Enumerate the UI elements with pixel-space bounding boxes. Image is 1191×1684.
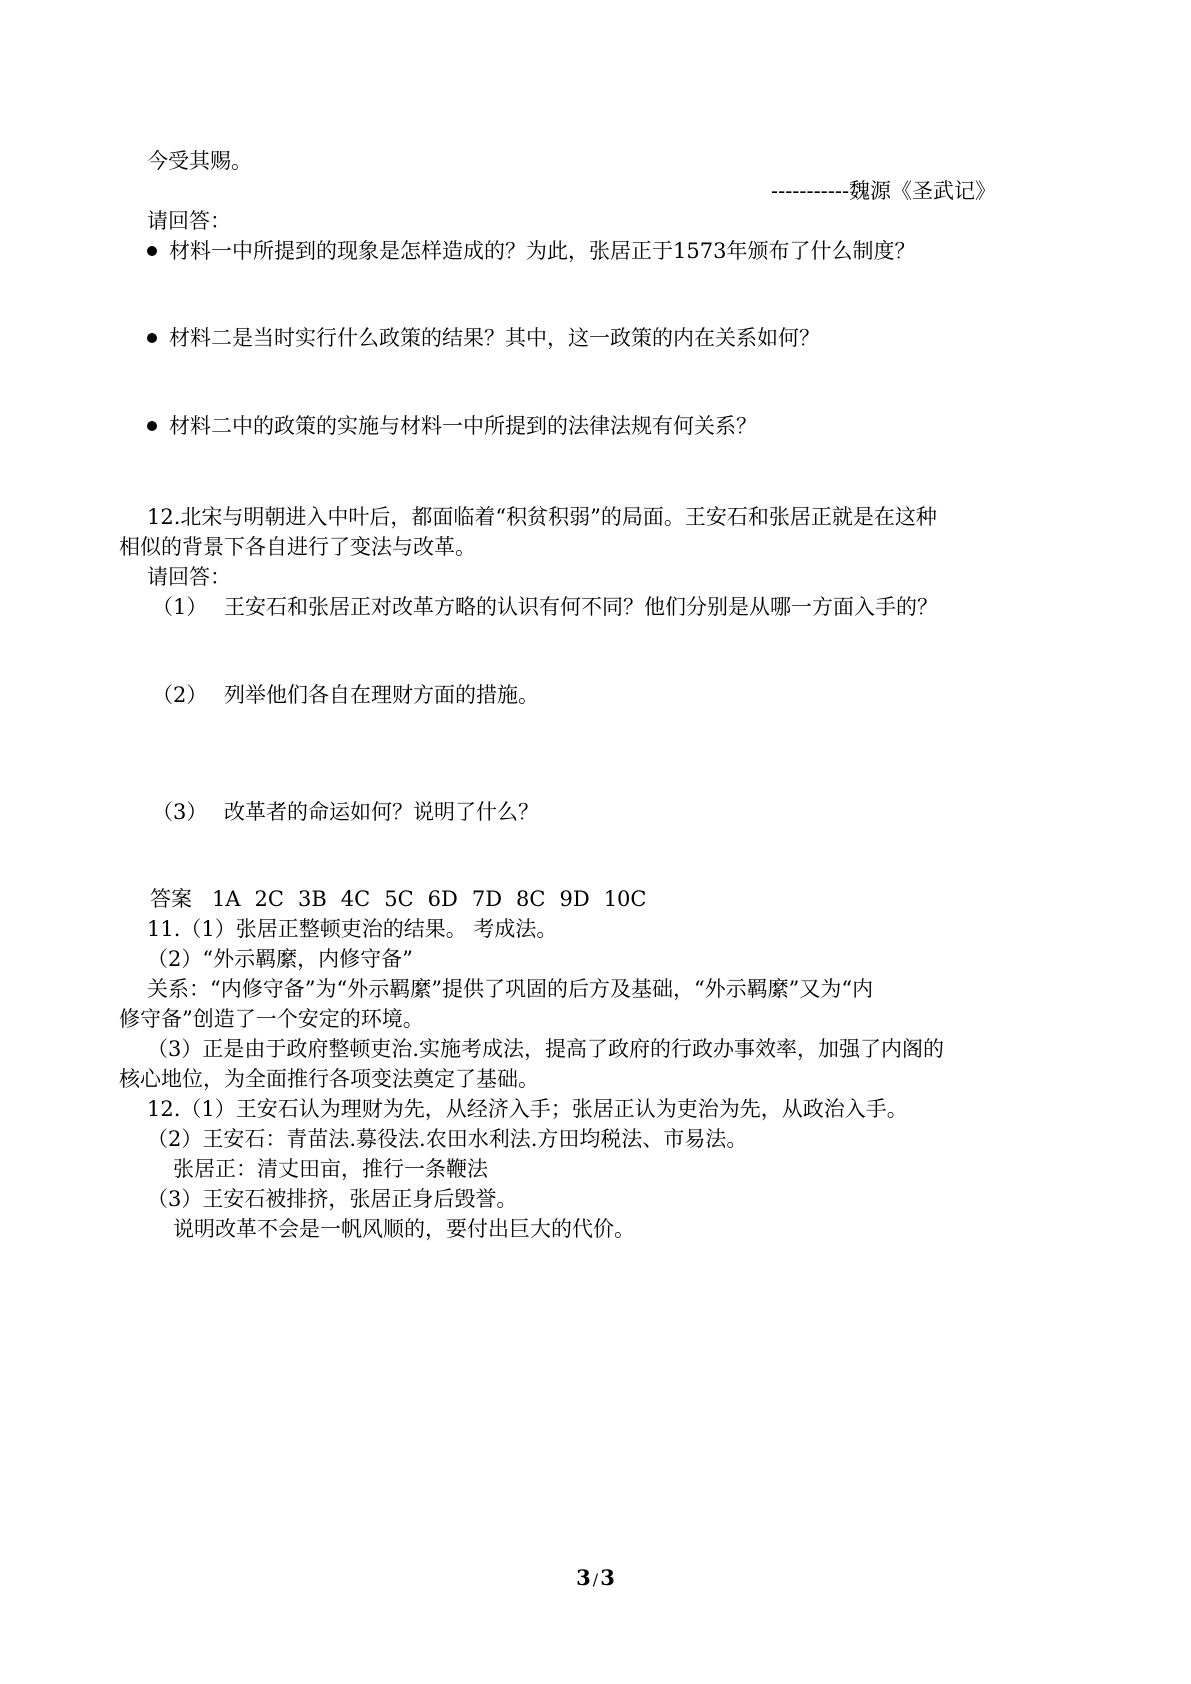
answer-11-3-line-1: （3）正是由于政府整顿吏治.实施考成法，提高了政府的行政办事效率，加强了内阁的 [147,1037,945,1061]
answer-item: 4C [340,887,371,911]
q11-bullet-2-text: 材料二是当时实行什么政策的结果？其中，这一政策的内在关系如何？ [169,326,820,350]
answer-11-3-line-2: 核心地位，为全面推行各项变法奠定了基础。 [119,1067,539,1091]
q12-prompt: 请回答： [147,565,231,589]
answer-12-2: （2）王安石：青苗法.募役法.农田水利法.方田均税法、市易法。 [147,1127,748,1151]
q11-prompt: 请回答： [147,209,231,233]
answer-item: 10C [603,887,647,911]
q12-sub-1-num: （1） [152,595,208,619]
answer-12-3b: 说明改革不会是一帆风顺的，要付出巨大的代价。 [173,1217,635,1241]
q11-bullet-3 [147,411,757,441]
answer-item: 3B [297,887,327,911]
answer-11-relation-line-2: 修守备”创造了一个安定的环境。 [119,1007,424,1031]
answer-12-3: （3）王安石被排挤，张居正身后毁誉。 [147,1187,518,1211]
answer-12-2b: 张居正：清丈田亩，推行一条鞭法 [173,1157,488,1181]
answer-item: 6D [427,887,458,911]
q12-stem-line-1: 12.北宋与明朝进入中叶后，都面临着“积贫积弱”的局面。王安石和张居正就是在这种 [147,505,937,529]
q12-sub-1 [152,592,938,622]
q11-bullet-2 [147,323,820,353]
answer-11-2: （2）“外示羁縻，内修守备” [147,947,413,971]
bullet-icon [147,246,157,256]
material-two-source: -----------魏源《圣武记》 [771,179,997,203]
answer-11-1: 11.（1）张居正整顿吏治的结果。 考成法。 [147,917,558,941]
bullet-icon [147,421,157,431]
q11-bullet-1 [147,236,915,266]
q12-sub-2-text: 列举他们各自在理财方面的措施。 [224,683,539,707]
answer-key-label: 答案 [150,887,192,911]
q12-sub-3-num: （3） [152,800,208,824]
q12-sub-1-text: 王安石和张居正对改革方略的认识有何不同？他们分别是从哪一方面入手的？ [224,595,938,619]
q12-sub-3 [152,797,539,827]
bullet-icon [147,333,157,343]
answer-item: 2C [254,887,284,911]
answer-item: 8C [516,887,546,911]
answer-item: 7D [471,887,503,911]
q12-sub-2-num: （2） [152,683,208,707]
q12-stem-line-2: 相似的背景下各自进行了变法与改革。 [119,535,476,559]
answer-11-relation-line-1: 关系：“内修守备”为“外示羁縻”提供了巩固的后方及基础，“外示羁縻”又为“内 [147,977,874,1001]
answer-item: 9D [559,887,590,911]
page-total: 3 [600,1565,615,1590]
q11-bullet-1-text: 材料一中所提到的现象是怎样造成的？为此，张居正于1573年颁布了什么制度？ [169,239,916,263]
page-number [0,1565,1191,1590]
answer-key [150,884,660,914]
answer-item: 5C [384,887,414,911]
page-current: 3 [576,1565,591,1590]
answer-item: 1A [212,887,241,911]
q12-sub-2 [152,680,539,710]
q11-bullet-3-text: 材料二中的政策的实施与材料一中所提到的法律法规有何关系？ [169,414,757,438]
answer-12-1: 12.（1）王安石认为理财为先，从经济入手；张居正认为吏治为先，从政治入手。 [147,1097,908,1121]
material-two-end: 今受其赐。 [147,149,252,173]
q12-sub-3-text: 改革者的命运如何？说明了什么？ [224,800,539,824]
page-separator: / [592,1570,599,1589]
